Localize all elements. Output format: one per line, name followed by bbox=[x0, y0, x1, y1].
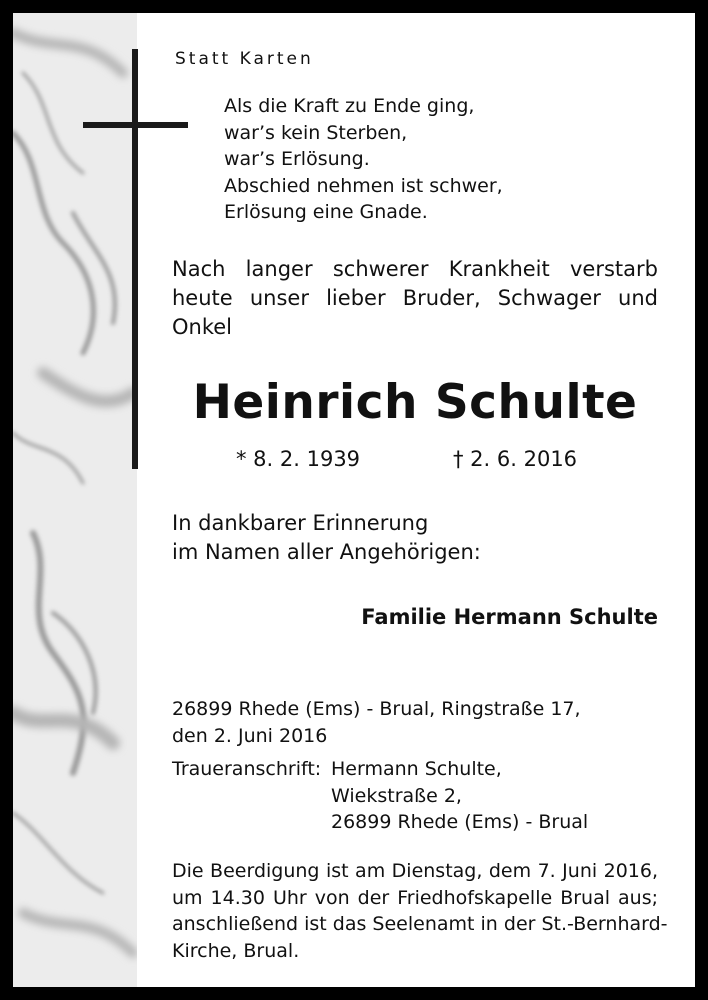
intro-text bbox=[172, 255, 658, 342]
trauer-line: Hermann Schulte, bbox=[331, 758, 502, 780]
marble-texture bbox=[13, 13, 137, 987]
cross-icon-bar bbox=[83, 122, 188, 128]
trauer-line: Wiekstraße 2, bbox=[331, 784, 462, 807]
death-date: † 2. 6. 2016 bbox=[453, 447, 578, 471]
funeral-info bbox=[172, 858, 668, 964]
address-line: 26899 Rhede (Ems) - Brual, Ringstraße 17, bbox=[172, 698, 581, 720]
funeral-line: um 14.30 Uhr von der Friedhofskapelle Brual aus; bbox=[172, 886, 658, 909]
family-signature: Familie Hermann Schulte bbox=[361, 605, 658, 629]
funeral-line: Kirche, Brual. bbox=[172, 939, 300, 962]
trauer-line: 26899 Rhede (Ems) - Brual bbox=[331, 811, 589, 833]
trauer-label: Traueranschrift: bbox=[172, 758, 322, 780]
poem-line: war’s kein Sterben, bbox=[224, 121, 408, 144]
statt-karten-heading: Statt Karten bbox=[175, 49, 314, 69]
marble-side-panel bbox=[13, 13, 137, 987]
deceased-name: Heinrich Schulte bbox=[192, 375, 638, 430]
cross-icon bbox=[132, 49, 138, 469]
funeral-line: anschließend ist das Seelenamt in der St.-Bernhard- bbox=[172, 913, 668, 935]
address-block bbox=[172, 696, 581, 749]
thanks-text bbox=[172, 509, 481, 567]
birth-date: * 8. 2. 1939 bbox=[236, 447, 361, 471]
funeral-line: Die Beerdigung ist am Dienstag, dem 7. Juni 2016, bbox=[172, 860, 658, 882]
intro-line: Nach langer schwerer Krankheit verstarb bbox=[172, 257, 658, 281]
address-line: den 2. Juni 2016 bbox=[172, 724, 328, 747]
thanks-line: In dankbarer Erinnerung bbox=[172, 511, 429, 535]
poem-line: Als die Kraft zu Ende ging, bbox=[224, 95, 475, 117]
intro-line: heute unser lieber Bruder, Schwager und bbox=[172, 286, 658, 310]
intro-line: Onkel bbox=[172, 315, 233, 339]
poem bbox=[224, 93, 503, 226]
poem-line: Abschied nehmen ist schwer, bbox=[224, 174, 503, 197]
trauer-address bbox=[331, 756, 588, 836]
poem-line: Erlösung eine Gnade. bbox=[224, 201, 428, 223]
thanks-line: im Namen aller Angehörigen: bbox=[172, 540, 481, 564]
poem-line: war’s Erlösung. bbox=[224, 148, 370, 170]
